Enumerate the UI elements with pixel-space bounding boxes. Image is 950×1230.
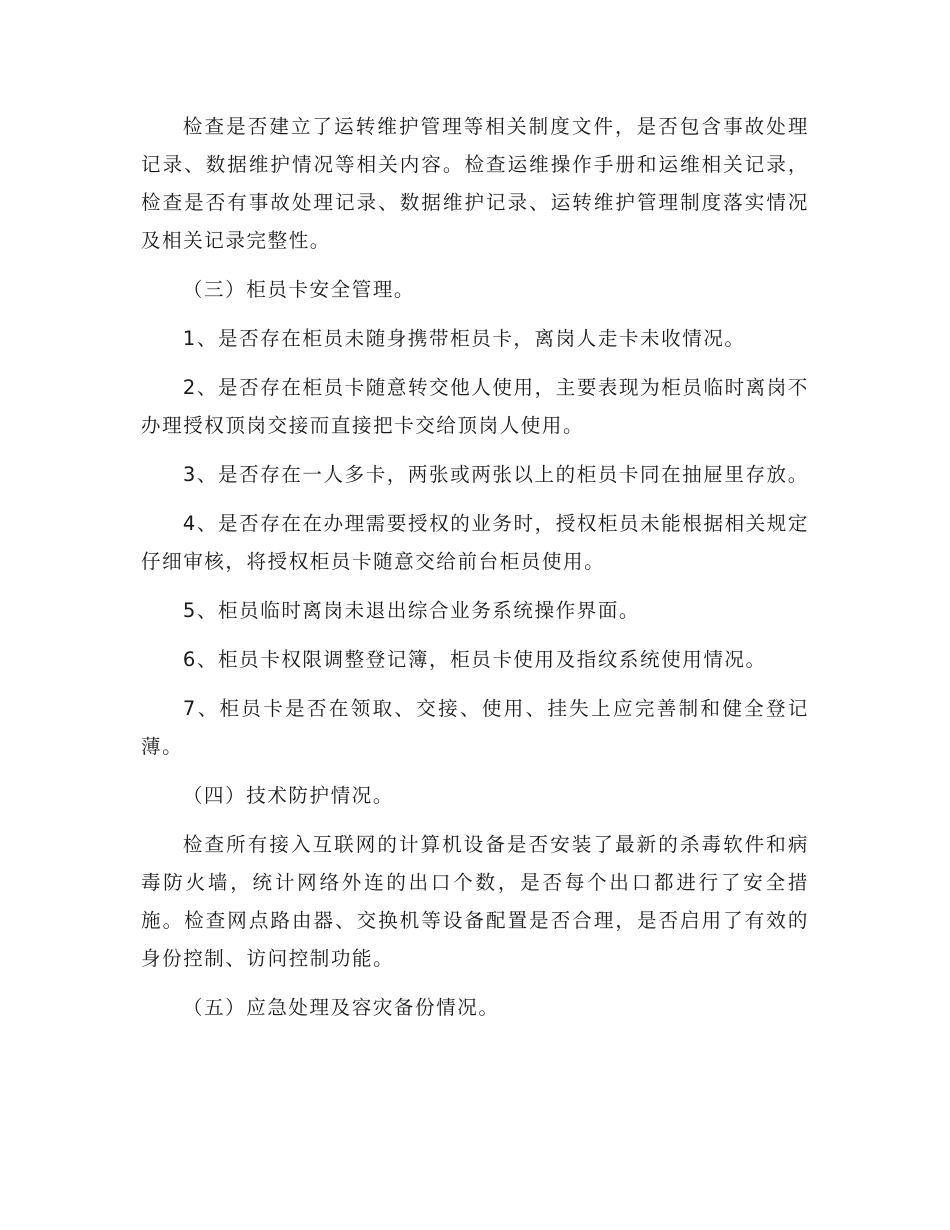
document-body bbox=[141, 108, 809, 1038]
list-item-4: 4、是否存在在办理需要授权的业务时，授权柜员未能根据相关规定仔细审核，将授权柜员卡随意交给前台柜员使用。 bbox=[141, 512, 809, 573]
list-item-6: 6、柜员卡权限调整登记簿，柜员卡使用及指纹系统使用情况。 bbox=[182, 648, 767, 671]
section-heading-tech-protection: （四）技术防护情况。 bbox=[182, 784, 394, 807]
section-heading-teller-card: （三）柜员卡安全管理。 bbox=[182, 278, 416, 301]
list-item-5: 5、柜员临时离岗未退出综合业务系统操作界面。 bbox=[182, 599, 641, 622]
paragraph-tech-protection: 检查所有接入互联网的计算机设备是否安装了最新的杀毒软件和病毒防火墙，统计网络外连的出口个数，是否每个出口都进行了安全措施。检查网点路由器、交换机等设备配置是否合理，是否启用了有效的身份控制、访问控制功能。 bbox=[141, 833, 809, 970]
section-heading-emergency: （五）应急处理及容灾备份情况。 bbox=[182, 996, 500, 1019]
list-item-7: 7、柜员卡是否在领取、交接、使用、挂失上应完善制和健全登记薄。 bbox=[141, 697, 809, 758]
list-item-3: 3、是否存在一人多卡，两张或两张以上的柜员卡同在抽屉里存放。 bbox=[182, 463, 809, 486]
list-item-2: 2、是否存在柜员卡随意转交他人使用，主要表现为柜员临时离岗不办理授权顶岗交接而直接把卡交给顶岗人使用。 bbox=[141, 376, 809, 437]
list-item-1: 1、是否存在柜员未随身携带柜员卡，离岗人走卡未收情况。 bbox=[182, 327, 746, 350]
paragraph-operations-check: 检查是否建立了运转维护管理等相关制度文件，是否包含事故处理记录、数据维护情况等相关内容。检查运维操作手册和运维相关记录，检查是否有事故处理记录、数据维护记录、运转维护管理制度落实情况及相关记录完整性。 bbox=[141, 115, 809, 252]
